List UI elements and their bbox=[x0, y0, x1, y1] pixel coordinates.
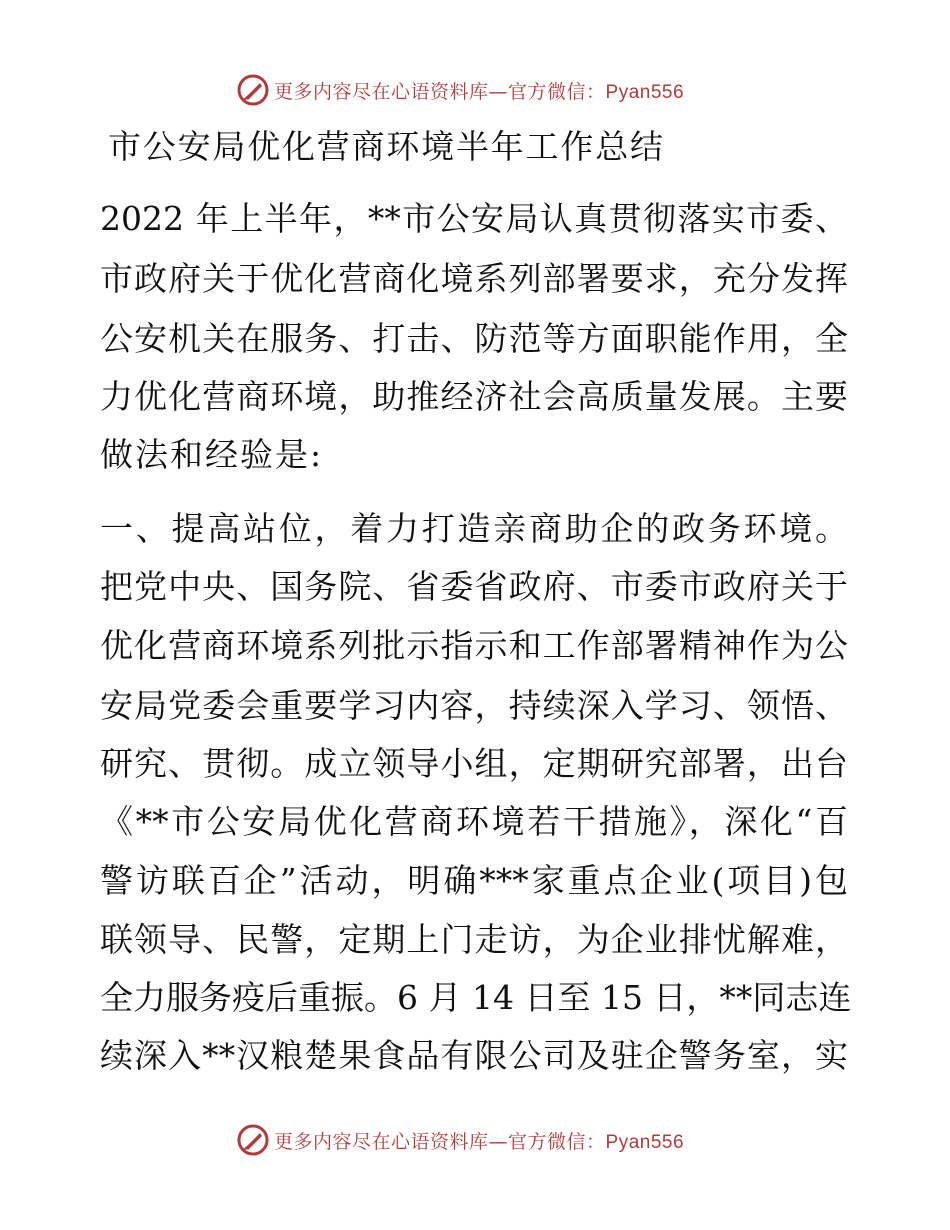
document-title: 市公安局优化营商环境半年工作总结 bbox=[108, 127, 665, 166]
watermark-text bbox=[274, 1127, 684, 1154]
body-line: 市政府关于优化营商化境系列部署要求，充分发挥 bbox=[100, 259, 848, 298]
wechat-id: Pyan556 bbox=[605, 81, 685, 103]
body-line: 2022 年上半年，**市公安局认真贯彻落实市委、 bbox=[100, 199, 848, 238]
watermark-text bbox=[274, 77, 684, 104]
wechat-id: Pyan556 bbox=[605, 1131, 685, 1153]
body-line: 警访联百企”活动，明确***家重点企业(项目)包 bbox=[100, 861, 848, 900]
watermark-footer bbox=[236, 1122, 684, 1158]
body-line: 力优化营商环境，助推经济社会高质量发展。主要 bbox=[100, 377, 848, 416]
quill-circle-logo-icon bbox=[236, 1123, 270, 1157]
body-line: 研究、贯彻。成立领导小组，定期研究部署，出台 bbox=[100, 744, 848, 783]
body-line: 做法和经验是: bbox=[100, 435, 324, 474]
body-line: 《**市公安局优化营商环境若干措施》，深化“百 bbox=[100, 802, 848, 841]
watermark-header bbox=[236, 72, 684, 108]
section-heading: 一、提高站位，着力打造亲商助企的政务环境。 bbox=[100, 509, 848, 548]
body-line: 安局党委会重要学习内容，持续深入学习、领悟、 bbox=[100, 686, 848, 725]
watermark-label: 更多内容尽在心语资料库—官方微信： bbox=[274, 80, 606, 103]
body-line: 把党中央、国务院、省委省政府、市委市政府关于 bbox=[100, 567, 848, 606]
body-line: 全力服务疫后重振。6 月 14 日至 15 日，**同志连 bbox=[100, 978, 852, 1017]
body-line: 公安机关在服务、打击、防范等方面职能作用，全 bbox=[100, 319, 848, 358]
body-line: 联领导、民警，定期上门走访，为企业排忧解难， bbox=[100, 920, 848, 959]
quill-circle-logo-icon bbox=[236, 73, 270, 107]
body-line: 续深入**汉粮楚果食品有限公司及驻企警务室，实 bbox=[100, 1036, 848, 1075]
body-line: 优化营商环境系列批示指示和工作部署精神作为公 bbox=[100, 626, 848, 665]
watermark-label: 更多内容尽在心语资料库—官方微信： bbox=[274, 1130, 606, 1153]
